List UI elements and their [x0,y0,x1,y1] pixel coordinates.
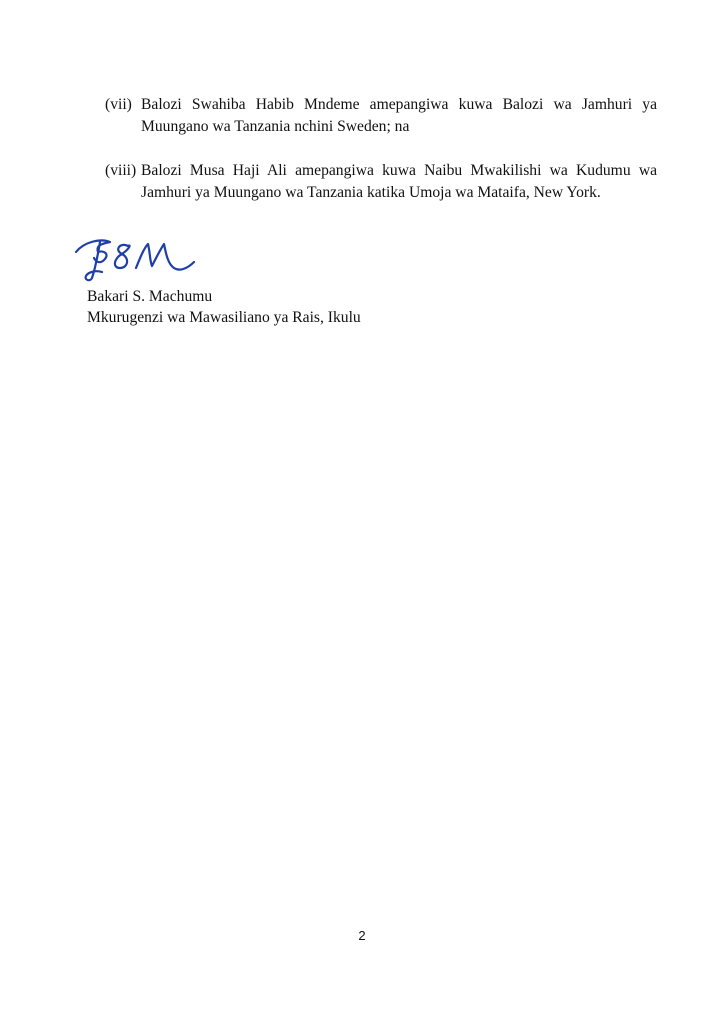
list-item-viii [105,160,657,204]
page-number: 2 [358,928,366,943]
appointment-list [105,94,657,204]
handwritten-signature [70,232,200,284]
list-item-text: Balozi Swahiba Habib Mndeme amepangiwa kuwa Balozi wa Jamhuri ya Muungano wa Tanzania nchini Sweden; na [141,96,657,135]
signer-block [87,286,361,328]
list-marker: (viii) [105,162,137,179]
signer-title: Mkurugenzi wa Mawasiliano ya Rais, Ikulu [87,309,361,326]
signer-name: Bakari S. Machumu [87,288,213,305]
list-item-vii [105,94,657,138]
list-marker: (vii) [105,96,132,113]
list-item-text: Balozi Musa Haji Ali amepangiwa kuwa Naibu Mwakilishi wa Kudumu wa Jamhuri ya Muungano wa Tanzania katika Umoja wa Mataifa, New York. [141,162,657,201]
